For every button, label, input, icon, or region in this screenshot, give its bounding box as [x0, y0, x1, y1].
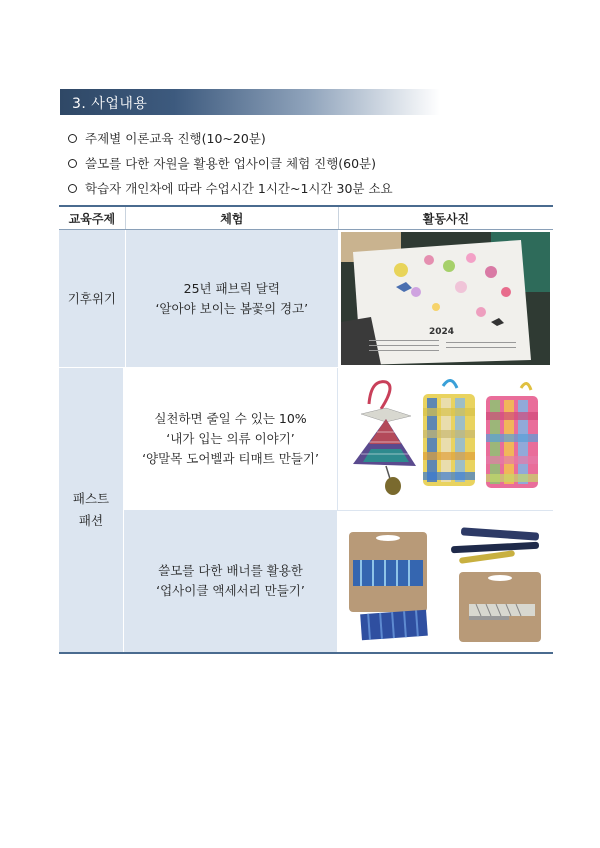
subject-cell: 기후위기 [59, 230, 126, 367]
fashion-rows [124, 368, 553, 652]
bullet-item: 쓸모를 다한 자원을 활용한 업사이클 체험 진행(60분) [68, 151, 393, 176]
activity-photo-doorbell [338, 368, 553, 510]
table-row [124, 368, 553, 511]
circle-bullet-icon [68, 134, 77, 143]
bullet-list [68, 126, 393, 201]
table-row [124, 511, 553, 653]
accessories-photo [341, 514, 550, 648]
activity-photo-accessories [338, 511, 553, 653]
circle-bullet-icon [68, 184, 77, 193]
program-table [59, 205, 553, 654]
experience-cell: 25년 패브릭 달력 ‘알아야 보이는 봄꽃의 경고’ [126, 230, 339, 367]
table-bottom-border [59, 652, 553, 654]
calendar-year-text: 2024 [429, 327, 455, 337]
experience-cell: 실천하면 줄일 수 있는 10% ‘내가 입는 의류 이야기’ ‘양말목 도어벨과 티매트 만들기’ [124, 368, 338, 510]
section-header [60, 89, 440, 115]
fashion-section [59, 368, 553, 652]
header-photo: 활동사진 [422, 211, 470, 226]
subject-cell: 패스트 패션 [59, 368, 124, 652]
doorbell-photo [341, 374, 550, 504]
bullet-item: 학습자 개인차에 따라 수업시간 1시간~1시간 30분 소요 [68, 176, 393, 201]
header-experience: 체험 [126, 207, 339, 229]
calendar-photo [341, 232, 550, 365]
table-header-row [59, 207, 553, 230]
section-title: 3. 사업내용 [72, 96, 148, 112]
table-row [59, 230, 553, 368]
bullet-item: 주제별 이론교육 진행(10~20분) [68, 126, 393, 151]
circle-bullet-icon [68, 159, 77, 168]
activity-photo-calendar [339, 230, 553, 367]
experience-cell: 쓸모를 다한 배너를 활용한 ‘업사이클 액세서리 만들기’ [124, 511, 338, 653]
header-subject: 교육주제 [59, 207, 126, 229]
